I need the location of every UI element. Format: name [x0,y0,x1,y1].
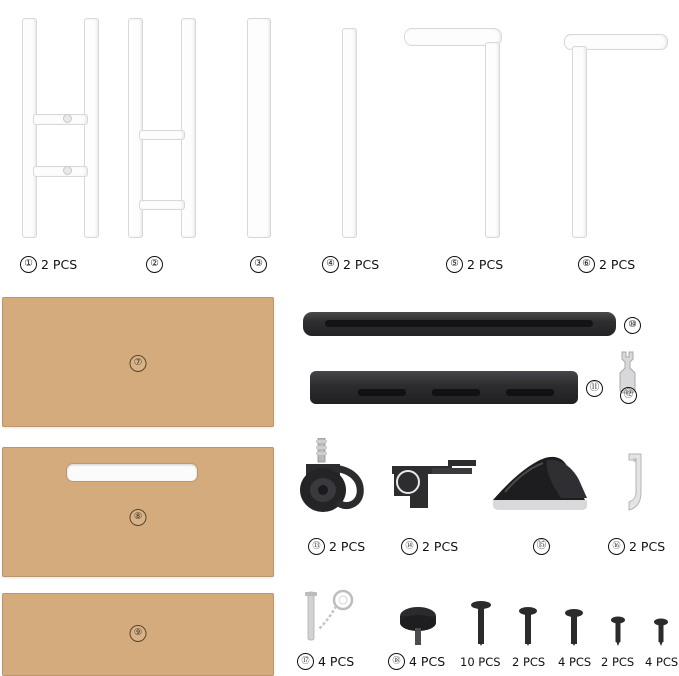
screw-short-b [653,618,669,646]
part-7-number: ⑦ [130,355,147,372]
label-screw-medium-a [512,655,545,669]
part-wood-panel-bottom [2,593,274,676]
h-frame-left-post [22,18,37,238]
label-part-15 [533,538,554,555]
label-part-1 [20,256,77,273]
label-part-16 [608,538,665,555]
part-16-number: ⑯ [608,538,625,555]
rail-slot-2 [432,389,480,396]
label-part-14 [401,538,458,555]
part-wood-panel-slotted [2,447,274,577]
rail-slot-3 [506,389,554,396]
part-4-qty: 2 PCS [343,257,380,272]
screw-medium-a [518,606,538,646]
part-9-number: ⑨ [130,625,147,642]
screw-long [470,600,492,646]
pin-chain-icon [298,588,370,644]
rail-long-groove [325,320,593,327]
part-18-number: ⑱ [388,653,405,670]
label-part-12 [620,387,641,404]
part-13-number: ⑬ [308,538,325,555]
part-caster-wheel [300,438,372,514]
screw-medium-a-qty: 2 PCS [512,655,546,669]
screw-short-a-icon [610,616,626,646]
screw-short-a-qty: 2 PCS [601,655,635,669]
part-4-number: ④ [322,256,339,273]
part-18-qty: 4 PCS [409,654,446,669]
label-part-17 [297,653,354,670]
screw-medium-a-icon [518,606,538,646]
part-11-number: ⑪ [586,380,603,397]
part-hook [624,452,646,514]
part-3-number: ③ [250,256,267,273]
part-10-number: ⑩ [624,317,641,334]
ladder-rung-bottom [139,200,185,210]
knob-icon [396,604,440,646]
part-1-number: ① [20,256,37,273]
wide-post-body [247,18,271,238]
label-screw-short-b [645,655,678,669]
label-part-10 [624,317,645,334]
part-17-number: ⑰ [297,653,314,670]
clamp-icon [487,452,602,514]
t-bar-vertical [572,46,587,238]
label-part-18 [388,653,445,670]
h-frame-lower-rail [33,166,88,177]
part-13-qty: 2 PCS [329,539,366,554]
part-1-qty: 2 PCS [41,257,78,272]
part-2-number: ② [146,256,163,273]
top-rail-vertical [485,42,500,238]
part-t-bar-post [564,34,666,236]
screw-short-b-qty: 4 PCS [645,655,679,669]
screw-long-icon [470,600,492,646]
part-8-number: ⑧ [130,509,147,526]
part-short-post [342,28,355,236]
h-frame-right-post [84,18,99,238]
ladder-rung-top [139,130,185,140]
part-16-qty: 2 PCS [629,539,666,554]
h-frame-upper-rail [33,114,88,125]
h-frame-bolt-upper [63,114,72,123]
part-black-rail-slotted [310,371,578,404]
h-frame-bolt-lower [63,166,72,175]
caster-icon [300,438,372,514]
rail-slot-1 [358,389,406,396]
screw-medium-b-qty: 4 PCS [558,655,592,669]
part-h-frame-leg [22,18,100,236]
part-ladder-frame [128,18,196,236]
part-17-qty: 4 PCS [318,654,355,669]
part-15-number: ⑮ [533,538,550,555]
label-screw-short-a [601,655,634,669]
screw-long-qty: 10 PCS [460,655,501,669]
label-part-2 [146,256,167,273]
label-part-13 [308,538,365,555]
label-part-3 [250,256,271,273]
part-6-number: ⑥ [578,256,595,273]
label-part-6 [578,256,635,273]
hook-icon [624,452,646,514]
part-5-number: ⑤ [446,256,463,273]
part-12-number: ⑫ [620,387,637,404]
part-clamp-holder [487,452,602,514]
part-14-qty: 2 PCS [422,539,459,554]
label-part-4 [322,256,379,273]
part-wood-panel-large [2,297,274,427]
screw-medium-b-icon [564,608,584,646]
label-part-5 [446,256,503,273]
part-14-number: ⑭ [401,538,418,555]
label-screw-long [460,655,501,669]
part-pin-with-chain [298,588,370,644]
part-knob-screw [396,604,440,646]
bracket-icon [388,452,480,514]
panel-handle-slot [66,463,198,482]
screw-short-b-icon [653,618,669,646]
part-6-qty: 2 PCS [599,257,636,272]
label-screw-medium-b [558,655,591,669]
screw-short-a [610,616,626,646]
part-wide-post [247,18,269,236]
label-part-11 [586,380,607,397]
short-post-body [342,28,357,238]
screw-medium-b [564,608,584,646]
part-5-qty: 2 PCS [467,257,504,272]
part-mounting-bracket [388,452,480,514]
part-top-rail-post [404,28,500,236]
part-black-rail-long [303,312,616,336]
